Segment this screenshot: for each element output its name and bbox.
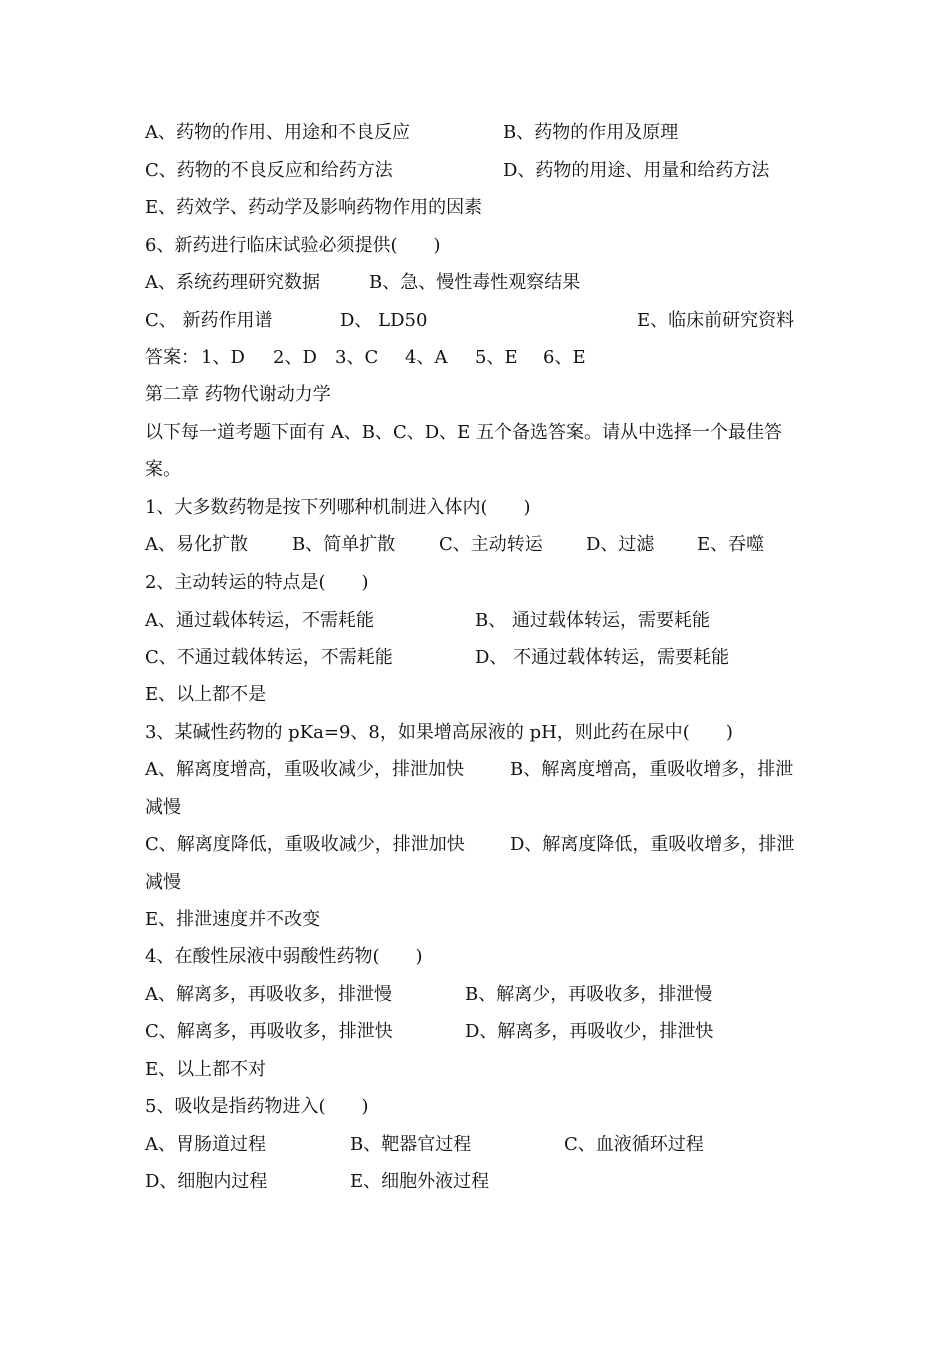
- answer-label: 答案：: [145, 347, 199, 368]
- option-c: C、解离度降低，重吸收减少，排泄加快: [145, 834, 465, 855]
- option-e: E、以上都不是: [145, 684, 267, 705]
- option-a: A、解离多，再吸收多，排泄慢: [145, 984, 392, 1005]
- option-c: C、 新药作用谱: [145, 310, 273, 331]
- option-e: E、吞噬: [697, 534, 765, 555]
- option-a: A、系统药理研究数据: [145, 272, 320, 293]
- answer-item: 1、D: [201, 347, 245, 368]
- option-b: B、靶器官过程: [350, 1134, 472, 1155]
- instructions-text: 案。: [145, 459, 181, 480]
- option-c: C、不通过载体转运，不需耗能: [145, 647, 393, 668]
- option-a: A、胃肠道过程: [145, 1134, 266, 1155]
- answer-item: 6、E: [543, 347, 586, 368]
- option-c: C、血液循环过程: [564, 1134, 704, 1155]
- option-e: E、以上都不对: [145, 1059, 267, 1080]
- option-d: D、 不通过载体转运，需要耗能: [475, 647, 730, 668]
- chapter-title-text: 第二章 药物代谢动力学: [145, 384, 331, 405]
- option-b: B、 通过载体转运，需要耗能: [475, 610, 710, 631]
- option-b: B、药物的作用及原理: [503, 122, 679, 143]
- option-c: C、药物的不良反应和给药方法: [145, 160, 393, 181]
- option-a: A、药物的作用、用途和不良反应: [145, 122, 410, 143]
- option-a: A、通过载体转运，不需耗能: [145, 610, 374, 631]
- answer-item: 3、C: [335, 347, 379, 368]
- option-c: C、主动转运: [439, 534, 543, 555]
- question-stem: 6、新药进行临床试验必须提供( ): [145, 235, 441, 256]
- answer-item: 5、E: [475, 347, 518, 368]
- option-e: E、临床前研究资料: [637, 310, 795, 331]
- answer-item: 2、D: [273, 347, 317, 368]
- instructions-text: 以下每一道考题下面有 A、B、C、D、E 五个备选答案。请从中选择一个最佳答: [145, 422, 783, 443]
- option-d: D、解离多，再吸收少，排泄快: [465, 1021, 714, 1042]
- option-d: D、 LD50: [340, 310, 428, 331]
- option-d: D、过滤: [586, 534, 655, 555]
- answer-item: 4、A: [405, 347, 448, 368]
- option-e: E、药效学、药动学及影响药物作用的因素: [145, 197, 483, 218]
- question-stem: 4、在酸性尿液中弱酸性药物( ): [145, 946, 423, 967]
- question-stem: 5、吸收是指药物进入( ): [145, 1096, 369, 1117]
- question-stem: 2、主动转运的特点是( ): [145, 572, 369, 593]
- option-d-continued: 减慢: [145, 872, 181, 893]
- option-c: C、解离多，再吸收多，排泄快: [145, 1021, 393, 1042]
- option-a: A、易化扩散: [145, 534, 248, 555]
- option-e: E、细胞外液过程: [350, 1171, 490, 1192]
- option-b-continued: 减慢: [145, 797, 181, 818]
- option-b: B、急、慢性毒性观察结果: [369, 272, 581, 293]
- option-d: D、解离度降低，重吸收增多，排泄: [510, 834, 795, 855]
- option-b: B、简单扩散: [292, 534, 396, 555]
- option-d: D、细胞内过程: [145, 1171, 268, 1192]
- option-a: A、解离度增高，重吸收减少，排泄加快: [145, 759, 464, 780]
- option-b: B、解离度增高，重吸收增多，排泄: [510, 759, 794, 780]
- option-e: E、排泄速度并不改变: [145, 909, 321, 930]
- option-b: B、解离少，再吸收多，排泄慢: [465, 984, 713, 1005]
- question-stem: 1、大多数药物是按下列哪种机制进入体内( ): [145, 497, 531, 518]
- question-stem: 3、某碱性药物的 pKa=9、8，如果增高尿液的 pH，则此药在尿中( ): [145, 722, 733, 743]
- option-d: D、药物的用途、用量和给药方法: [503, 160, 770, 181]
